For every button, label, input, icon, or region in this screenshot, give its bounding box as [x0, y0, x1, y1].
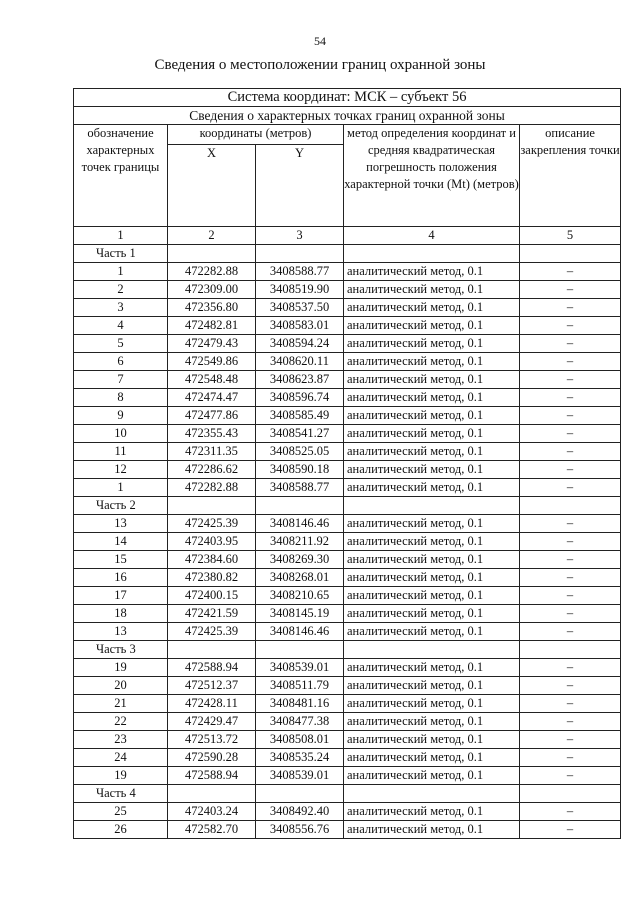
- table-row: [74, 443, 621, 461]
- table-row: [74, 371, 621, 389]
- column-number: 3: [256, 227, 344, 245]
- coord-x: 472400.15: [168, 587, 256, 605]
- coord-x: 472513.72: [168, 731, 256, 749]
- coord-x: 472479.43: [168, 335, 256, 353]
- part-title: Часть 2: [74, 497, 168, 515]
- fixing-description: –: [520, 605, 621, 623]
- table-row: [74, 749, 621, 767]
- coord-y: 3408477.38: [256, 713, 344, 731]
- subtitle-row: [74, 107, 621, 125]
- empty-cell: [256, 785, 344, 803]
- header-description: описание закрепления точки: [520, 125, 621, 227]
- empty-cell: [520, 785, 621, 803]
- coord-y: 3408585.49: [256, 407, 344, 425]
- method: аналитический метод, 0.1: [344, 533, 520, 551]
- table-row: [74, 569, 621, 587]
- method: аналитический метод, 0.1: [344, 425, 520, 443]
- coord-y: 3408146.46: [256, 515, 344, 533]
- fixing-description: –: [520, 353, 621, 371]
- coord-y: 3408146.46: [256, 623, 344, 641]
- table-subtitle: Сведения о характерных точках границ охранной зоны: [74, 107, 621, 125]
- part-header-row: [74, 641, 621, 659]
- method: аналитический метод, 0.1: [344, 569, 520, 587]
- empty-cell: [168, 245, 256, 263]
- column-number: 4: [344, 227, 520, 245]
- coord-y: 3408594.24: [256, 335, 344, 353]
- fixing-description: –: [520, 569, 621, 587]
- table-row: [74, 605, 621, 623]
- table-row: [74, 695, 621, 713]
- table-row: [74, 389, 621, 407]
- table-row: [74, 353, 621, 371]
- table-row: [74, 767, 621, 785]
- method: аналитический метод, 0.1: [344, 389, 520, 407]
- part-title: Часть 1: [74, 245, 168, 263]
- fixing-description: –: [520, 263, 621, 281]
- part-header-row: [74, 785, 621, 803]
- coord-y: 3408492.40: [256, 803, 344, 821]
- empty-cell: [344, 785, 520, 803]
- coord-y: 3408556.76: [256, 821, 344, 839]
- fixing-description: –: [520, 659, 621, 677]
- fixing-description: –: [520, 695, 621, 713]
- point-number: 17: [74, 587, 168, 605]
- method: аналитический метод, 0.1: [344, 587, 520, 605]
- table-row: [74, 263, 621, 281]
- empty-cell: [344, 641, 520, 659]
- coord-y: 3408268.01: [256, 569, 344, 587]
- fixing-description: –: [520, 803, 621, 821]
- fixing-description: –: [520, 479, 621, 497]
- point-number: 7: [74, 371, 168, 389]
- coord-y: 3408525.05: [256, 443, 344, 461]
- method: аналитический метод, 0.1: [344, 713, 520, 731]
- point-number: 18: [74, 605, 168, 623]
- coord-x: 472588.94: [168, 767, 256, 785]
- table-row: [74, 281, 621, 299]
- method: аналитический метод, 0.1: [344, 677, 520, 695]
- point-number: 24: [74, 749, 168, 767]
- fixing-description: –: [520, 623, 621, 641]
- method: аналитический метод, 0.1: [344, 353, 520, 371]
- header-point: обозначение характерных точек границы: [74, 125, 168, 227]
- method: аналитический метод, 0.1: [344, 371, 520, 389]
- method: аналитический метод, 0.1: [344, 461, 520, 479]
- coord-y: 3408537.50: [256, 299, 344, 317]
- coord-x: 472355.43: [168, 425, 256, 443]
- coord-x: 472549.86: [168, 353, 256, 371]
- method: аналитический метод, 0.1: [344, 407, 520, 425]
- point-number: 13: [74, 623, 168, 641]
- point-number: 5: [74, 335, 168, 353]
- empty-cell: [520, 245, 621, 263]
- point-number: 9: [74, 407, 168, 425]
- point-number: 23: [74, 731, 168, 749]
- coord-x: 472425.39: [168, 623, 256, 641]
- header-row: [74, 125, 621, 145]
- empty-cell: [256, 245, 344, 263]
- coord-y: 3408511.79: [256, 677, 344, 695]
- table-row: [74, 515, 621, 533]
- point-number: 3: [74, 299, 168, 317]
- fixing-description: –: [520, 515, 621, 533]
- coord-x: 472384.60: [168, 551, 256, 569]
- method: аналитический метод, 0.1: [344, 335, 520, 353]
- document-title: Сведения о местоположении границ охранной зоны: [154, 57, 486, 73]
- part-header-row: [74, 245, 621, 263]
- fixing-description: –: [520, 767, 621, 785]
- coord-y: 3408623.87: [256, 371, 344, 389]
- coord-y: 3408481.16: [256, 695, 344, 713]
- point-number: 2: [74, 281, 168, 299]
- coord-x: 472477.86: [168, 407, 256, 425]
- coord-x: 472582.70: [168, 821, 256, 839]
- part-title: Часть 3: [74, 641, 168, 659]
- coord-x: 472590.28: [168, 749, 256, 767]
- coord-y: 3408620.11: [256, 353, 344, 371]
- fixing-description: –: [520, 749, 621, 767]
- header-method: метод определения координат и средняя квадратическая погрешность положения характерной точки (Mt) (метров): [344, 125, 520, 227]
- header-y: Y: [256, 145, 344, 227]
- empty-cell: [168, 785, 256, 803]
- method: аналитический метод, 0.1: [344, 749, 520, 767]
- coord-x: 472428.11: [168, 695, 256, 713]
- fixing-description: –: [520, 587, 621, 605]
- system-row: [74, 89, 621, 107]
- coord-x: 472356.80: [168, 299, 256, 317]
- table-row: [74, 479, 621, 497]
- fixing-description: –: [520, 371, 621, 389]
- point-number: 11: [74, 443, 168, 461]
- coord-y: 3408588.77: [256, 479, 344, 497]
- coord-y: 3408588.77: [256, 263, 344, 281]
- empty-cell: [168, 497, 256, 515]
- fixing-description: –: [520, 335, 621, 353]
- table-row: [74, 821, 621, 839]
- fixing-description: –: [520, 821, 621, 839]
- point-number: 14: [74, 533, 168, 551]
- coord-x: 472548.48: [168, 371, 256, 389]
- coord-y: 3408210.65: [256, 587, 344, 605]
- coord-y: 3408539.01: [256, 767, 344, 785]
- coord-x: 472380.82: [168, 569, 256, 587]
- column-number: 1: [74, 227, 168, 245]
- fixing-description: –: [520, 731, 621, 749]
- coord-x: 472421.59: [168, 605, 256, 623]
- coord-y: 3408596.74: [256, 389, 344, 407]
- fixing-description: –: [520, 713, 621, 731]
- table-row: [74, 461, 621, 479]
- column-number: 5: [520, 227, 621, 245]
- empty-cell: [256, 497, 344, 515]
- part-header-row: [74, 497, 621, 515]
- coord-x: 472309.00: [168, 281, 256, 299]
- coord-y: 3408583.01: [256, 317, 344, 335]
- coord-x: 472282.88: [168, 263, 256, 281]
- empty-cell: [168, 641, 256, 659]
- point-number: 8: [74, 389, 168, 407]
- coord-y: 3408211.92: [256, 533, 344, 551]
- table-row: [74, 713, 621, 731]
- fixing-description: –: [520, 299, 621, 317]
- point-number: 20: [74, 677, 168, 695]
- point-number: 12: [74, 461, 168, 479]
- coord-x: 472425.39: [168, 515, 256, 533]
- coord-x: 472282.88: [168, 479, 256, 497]
- coord-x: 472482.81: [168, 317, 256, 335]
- point-number: 26: [74, 821, 168, 839]
- table-row: [74, 407, 621, 425]
- coord-y: 3408269.30: [256, 551, 344, 569]
- point-number: 13: [74, 515, 168, 533]
- coord-y: 3408508.01: [256, 731, 344, 749]
- method: аналитический метод, 0.1: [344, 695, 520, 713]
- table-row: [74, 425, 621, 443]
- fixing-description: –: [520, 461, 621, 479]
- method: аналитический метод, 0.1: [344, 803, 520, 821]
- table-row: [74, 317, 621, 335]
- coord-y: 3408535.24: [256, 749, 344, 767]
- method: аналитический метод, 0.1: [344, 821, 520, 839]
- point-number: 4: [74, 317, 168, 335]
- table-row: [74, 551, 621, 569]
- point-number: 1: [74, 479, 168, 497]
- empty-cell: [520, 641, 621, 659]
- fixing-description: –: [520, 389, 621, 407]
- coord-x: 472512.37: [168, 677, 256, 695]
- method: аналитический метод, 0.1: [344, 263, 520, 281]
- fixing-description: –: [520, 425, 621, 443]
- fixing-description: –: [520, 533, 621, 551]
- coord-x: 472474.47: [168, 389, 256, 407]
- table-row: [74, 335, 621, 353]
- page-number: 54: [314, 34, 326, 48]
- empty-cell: [344, 497, 520, 515]
- coord-x: 472588.94: [168, 659, 256, 677]
- method: аналитический метод, 0.1: [344, 659, 520, 677]
- table-row: [74, 623, 621, 641]
- point-number: 15: [74, 551, 168, 569]
- coord-x: 472286.62: [168, 461, 256, 479]
- method: аналитический метод, 0.1: [344, 605, 520, 623]
- method: аналитический метод, 0.1: [344, 551, 520, 569]
- method: аналитический метод, 0.1: [344, 515, 520, 533]
- point-number: 16: [74, 569, 168, 587]
- coord-x: 472403.24: [168, 803, 256, 821]
- table-row: [74, 659, 621, 677]
- empty-cell: [520, 497, 621, 515]
- method: аналитический метод, 0.1: [344, 317, 520, 335]
- table-row: [74, 803, 621, 821]
- point-number: 19: [74, 659, 168, 677]
- header-coords: координаты (метров): [168, 125, 344, 145]
- fixing-description: –: [520, 677, 621, 695]
- fixing-description: –: [520, 317, 621, 335]
- fixing-description: –: [520, 281, 621, 299]
- coordinate-system: Система координат: МСК – субъект 56: [74, 89, 621, 107]
- fixing-description: –: [520, 551, 621, 569]
- column-number: 2: [168, 227, 256, 245]
- empty-cell: [256, 641, 344, 659]
- coord-x: 472311.35: [168, 443, 256, 461]
- fixing-description: –: [520, 407, 621, 425]
- method: аналитический метод, 0.1: [344, 281, 520, 299]
- empty-cell: [344, 245, 520, 263]
- point-number: 19: [74, 767, 168, 785]
- point-number: 25: [74, 803, 168, 821]
- method: аналитический метод, 0.1: [344, 623, 520, 641]
- coord-y: 3408519.90: [256, 281, 344, 299]
- point-number: 10: [74, 425, 168, 443]
- coord-x: 472429.47: [168, 713, 256, 731]
- coord-y: 3408145.19: [256, 605, 344, 623]
- point-number: 6: [74, 353, 168, 371]
- point-number: 21: [74, 695, 168, 713]
- table-row: [74, 587, 621, 605]
- coord-y: 3408541.27: [256, 425, 344, 443]
- table-row: [74, 299, 621, 317]
- method: аналитический метод, 0.1: [344, 479, 520, 497]
- table-row: [74, 533, 621, 551]
- coord-y: 3408590.18: [256, 461, 344, 479]
- column-number-row: [74, 227, 621, 245]
- coordinates-table: [73, 88, 621, 839]
- method: аналитический метод, 0.1: [344, 443, 520, 461]
- point-number: 22: [74, 713, 168, 731]
- header-x: X: [168, 145, 256, 227]
- coord-x: 472403.95: [168, 533, 256, 551]
- table-row: [74, 731, 621, 749]
- method: аналитический метод, 0.1: [344, 299, 520, 317]
- method: аналитический метод, 0.1: [344, 767, 520, 785]
- coord-y: 3408539.01: [256, 659, 344, 677]
- point-number: 1: [74, 263, 168, 281]
- table-row: [74, 677, 621, 695]
- part-title: Часть 4: [74, 785, 168, 803]
- fixing-description: –: [520, 443, 621, 461]
- method: аналитический метод, 0.1: [344, 731, 520, 749]
